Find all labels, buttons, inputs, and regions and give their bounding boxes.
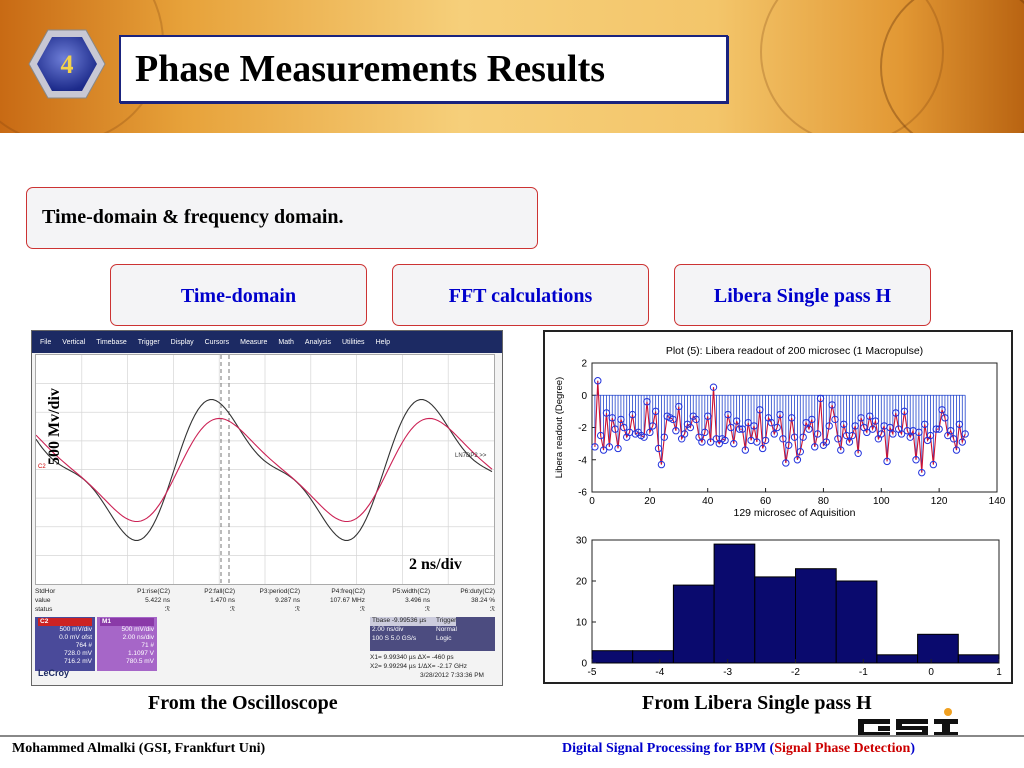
menu-item-file[interactable]: File: [40, 338, 52, 346]
cursor-readout: [370, 653, 495, 671]
histogram-bar: [755, 577, 796, 663]
param-cell: ℛ: [359, 606, 365, 613]
oscilloscope-screenshot: [31, 330, 503, 686]
title-box: [119, 35, 728, 103]
slide-number: 4: [60, 50, 74, 79]
y-scale-label: 500 Mv/div: [46, 388, 63, 465]
oscilloscope-menu-bar: [32, 331, 502, 353]
gsi-logo-mark: [856, 707, 966, 737]
libera-charts: [545, 332, 1011, 682]
param-cell: value: [35, 597, 51, 604]
param-cell: status: [35, 606, 53, 613]
waveform-m1: [36, 418, 492, 521]
param-cell: ℛ: [294, 606, 300, 613]
timebase-row: [370, 635, 495, 644]
y-tick-label: 10: [575, 617, 587, 629]
y-scale-label-wrap: [44, 369, 64, 469]
channel-c2-line: 728.0 mV: [64, 650, 92, 657]
histogram-bar: [633, 651, 674, 663]
channel-m1-line: 71 #: [141, 642, 154, 649]
x-tick-label: -1: [858, 667, 868, 678]
top-y-axis-label: Libera readout (Degree): [554, 376, 565, 479]
channel-c2-line: 716.2 mV: [64, 658, 92, 665]
top-x-axis-label: 129 microsec of Aquisition: [733, 507, 856, 519]
param-cell: P1:rise(C2): [137, 588, 170, 595]
x-tick-label: 0: [589, 496, 595, 507]
param-cell: ℛ: [424, 606, 430, 613]
channel-c2-line: 764 #: [75, 642, 92, 649]
param-cell: ℛ: [489, 606, 495, 613]
footer-topic-text: ): [910, 741, 915, 756]
measurement-params: [35, 587, 495, 615]
channel-c2-name: C2: [38, 618, 92, 626]
param-cell: P2:fall(C2): [204, 588, 235, 595]
timebase-value: 100 S 5.0 GS/s: [372, 634, 417, 642]
param-cell: P4:freq(C2): [331, 588, 365, 595]
caption-oscilloscope: From the Oscilloscope: [148, 692, 338, 714]
oscilloscope-waveform: [36, 355, 494, 584]
x-tick-label: 100: [872, 496, 890, 507]
y-tick-label: 2: [581, 358, 587, 370]
tab-label: Libera Single pass H: [713, 285, 892, 307]
menu-item-measure[interactable]: Measure: [240, 338, 268, 346]
params-value-row: [35, 596, 495, 605]
menu-item-cursors[interactable]: Cursors: [204, 338, 230, 346]
slide-number-badge: [28, 28, 106, 100]
trigger-value: Normal: [436, 625, 457, 633]
params-status-row: [35, 605, 495, 614]
y-tick-label: -6: [578, 487, 587, 499]
menu-item-help[interactable]: Help: [375, 338, 390, 346]
x-tick-label: 60: [760, 496, 772, 507]
tab-libera-single-pass[interactable]: [674, 264, 931, 326]
page-title: Phase Measurements Results: [135, 48, 606, 90]
oscilloscope-timestamp: 3/28/2012 7:33:36 PM: [420, 672, 484, 679]
param-cell: StdHor: [35, 588, 56, 595]
param-cell: 107.67 MHz: [329, 597, 365, 604]
x-tick-label: 140: [988, 496, 1006, 507]
timebase-box[interactable]: [370, 617, 495, 651]
channel-m1-line: 2.00 ns/div: [122, 634, 154, 641]
y-tick-label: 30: [575, 535, 587, 547]
footer-divider: [0, 735, 1024, 737]
subtitle-text: Time-domain & frequency domain.: [42, 206, 344, 228]
top-chart-title: Plot (5): Libera readout of 200 microsec (1 Macropulse): [665, 345, 924, 357]
param-cell: 3.496 ns: [405, 597, 430, 604]
x-tick-label: -4: [655, 667, 665, 678]
cursor-line: X2= 9.99294 µs 1/ΔX= -2.17 GHz: [370, 663, 467, 670]
histogram-bar: [918, 634, 959, 663]
channel-m1-name: M1: [100, 618, 154, 626]
x-tick-label: 20: [644, 496, 656, 507]
param-cell: 38.24 %: [471, 597, 495, 604]
param-cell: P6:duty(C2): [460, 588, 495, 595]
channel-c2-box[interactable]: [35, 617, 95, 671]
timebase-value: 2.00 ns/div: [372, 625, 404, 633]
channel-m1-line: 500 mV/div: [121, 626, 154, 633]
menu-item-trigger[interactable]: Trigger: [137, 338, 160, 346]
menu-item-timebase[interactable]: Timebase: [96, 338, 127, 346]
param-cell: ℛ: [164, 606, 170, 613]
channel-c2-line: 0.0 mV ofst: [59, 634, 92, 641]
x-tick-label: 40: [702, 496, 714, 507]
lecroy-logo: LeCroy: [38, 668, 70, 678]
x-tick-label: -3: [723, 667, 733, 678]
tab-label: Time-domain: [180, 285, 297, 307]
menu-item-utilities[interactable]: Utilities: [342, 338, 365, 346]
tab-label: FFT calculations: [448, 285, 593, 307]
timebase-row: [370, 626, 495, 635]
x-tick-label: -5: [587, 667, 597, 678]
histogram-bar: [796, 569, 837, 663]
banner-decoration: [880, 0, 1024, 133]
menu-item-vertical[interactable]: Vertical: [62, 338, 86, 346]
cursor-line: X1= 9.99340 µs ΔX= -460 ps: [370, 654, 454, 661]
footer-author: Mohammed Almalki (GSI, Frankfurt Uni): [12, 741, 266, 756]
y-tick-label: -4: [578, 455, 587, 467]
x-tick-label: 120: [930, 496, 948, 507]
channel-m1-box[interactable]: [97, 617, 157, 671]
subtitle-box: [26, 187, 538, 249]
param-cell: P3:period(C2): [259, 588, 300, 595]
menu-item-math[interactable]: Math: [278, 338, 294, 346]
gsi-logo: [856, 707, 966, 737]
libera-figure: [543, 330, 1013, 684]
tab-time-domain[interactable]: [110, 264, 367, 326]
y-tick-label: 0: [581, 658, 587, 670]
channel-m1-line: 1.1097 V: [127, 650, 154, 657]
oscilloscope-screen: [35, 354, 495, 585]
caption-libera: From Libera Single pass H: [642, 692, 872, 714]
footer-topic-text: Digital Signal Processing for BPM (: [562, 741, 775, 756]
histogram-bar: [714, 544, 755, 663]
histogram-bar: [673, 585, 714, 663]
histogram-bar: [592, 651, 633, 663]
param-cell: 5.422 ns: [145, 597, 170, 604]
timebase-value: Tbase -9.99536 µs: [370, 617, 436, 626]
x-tick-label: 0: [928, 667, 934, 678]
y-tick-label: 0: [581, 390, 587, 402]
trigger-value: Logic: [436, 634, 452, 642]
param-cell: P5:width(C2): [392, 588, 430, 595]
x-tick-label: 80: [817, 496, 829, 507]
params-header-row: [35, 587, 495, 596]
hexagon-icon: [28, 28, 106, 100]
timebase-row: [370, 617, 495, 626]
y-tick-label: -2: [578, 423, 587, 434]
waveform-c2: [36, 400, 492, 541]
menu-item-analysis[interactable]: Analysis: [304, 338, 331, 346]
histogram-bar: [877, 655, 918, 663]
tab-fft-calculations[interactable]: [392, 264, 649, 326]
histogram-bar: [836, 581, 877, 663]
footer-topic-highlight: Signal Phase Detection: [774, 741, 911, 756]
marker-label: LN7DP2 >>: [455, 453, 487, 459]
y-tick-label: 20: [575, 576, 587, 588]
x-tick-label: 1: [996, 667, 1002, 678]
channel-m1-line: 780.5 mV: [126, 658, 154, 665]
trigger-marker: C2: [38, 464, 46, 470]
x-tick-label: -2: [791, 667, 800, 678]
x-scale-label: 2 ns/div: [409, 556, 462, 573]
param-cell: 1.470 ns: [210, 597, 235, 604]
channel-c2-line: 500 mV/div: [59, 626, 92, 633]
param-cell: 9.287 ns: [275, 597, 300, 604]
trigger-label: Trigger: [436, 617, 457, 624]
param-cell: ℛ: [229, 606, 235, 613]
histogram-bar: [958, 655, 999, 663]
menu-item-display[interactable]: Display: [170, 338, 194, 346]
footer-topic: [562, 741, 915, 757]
